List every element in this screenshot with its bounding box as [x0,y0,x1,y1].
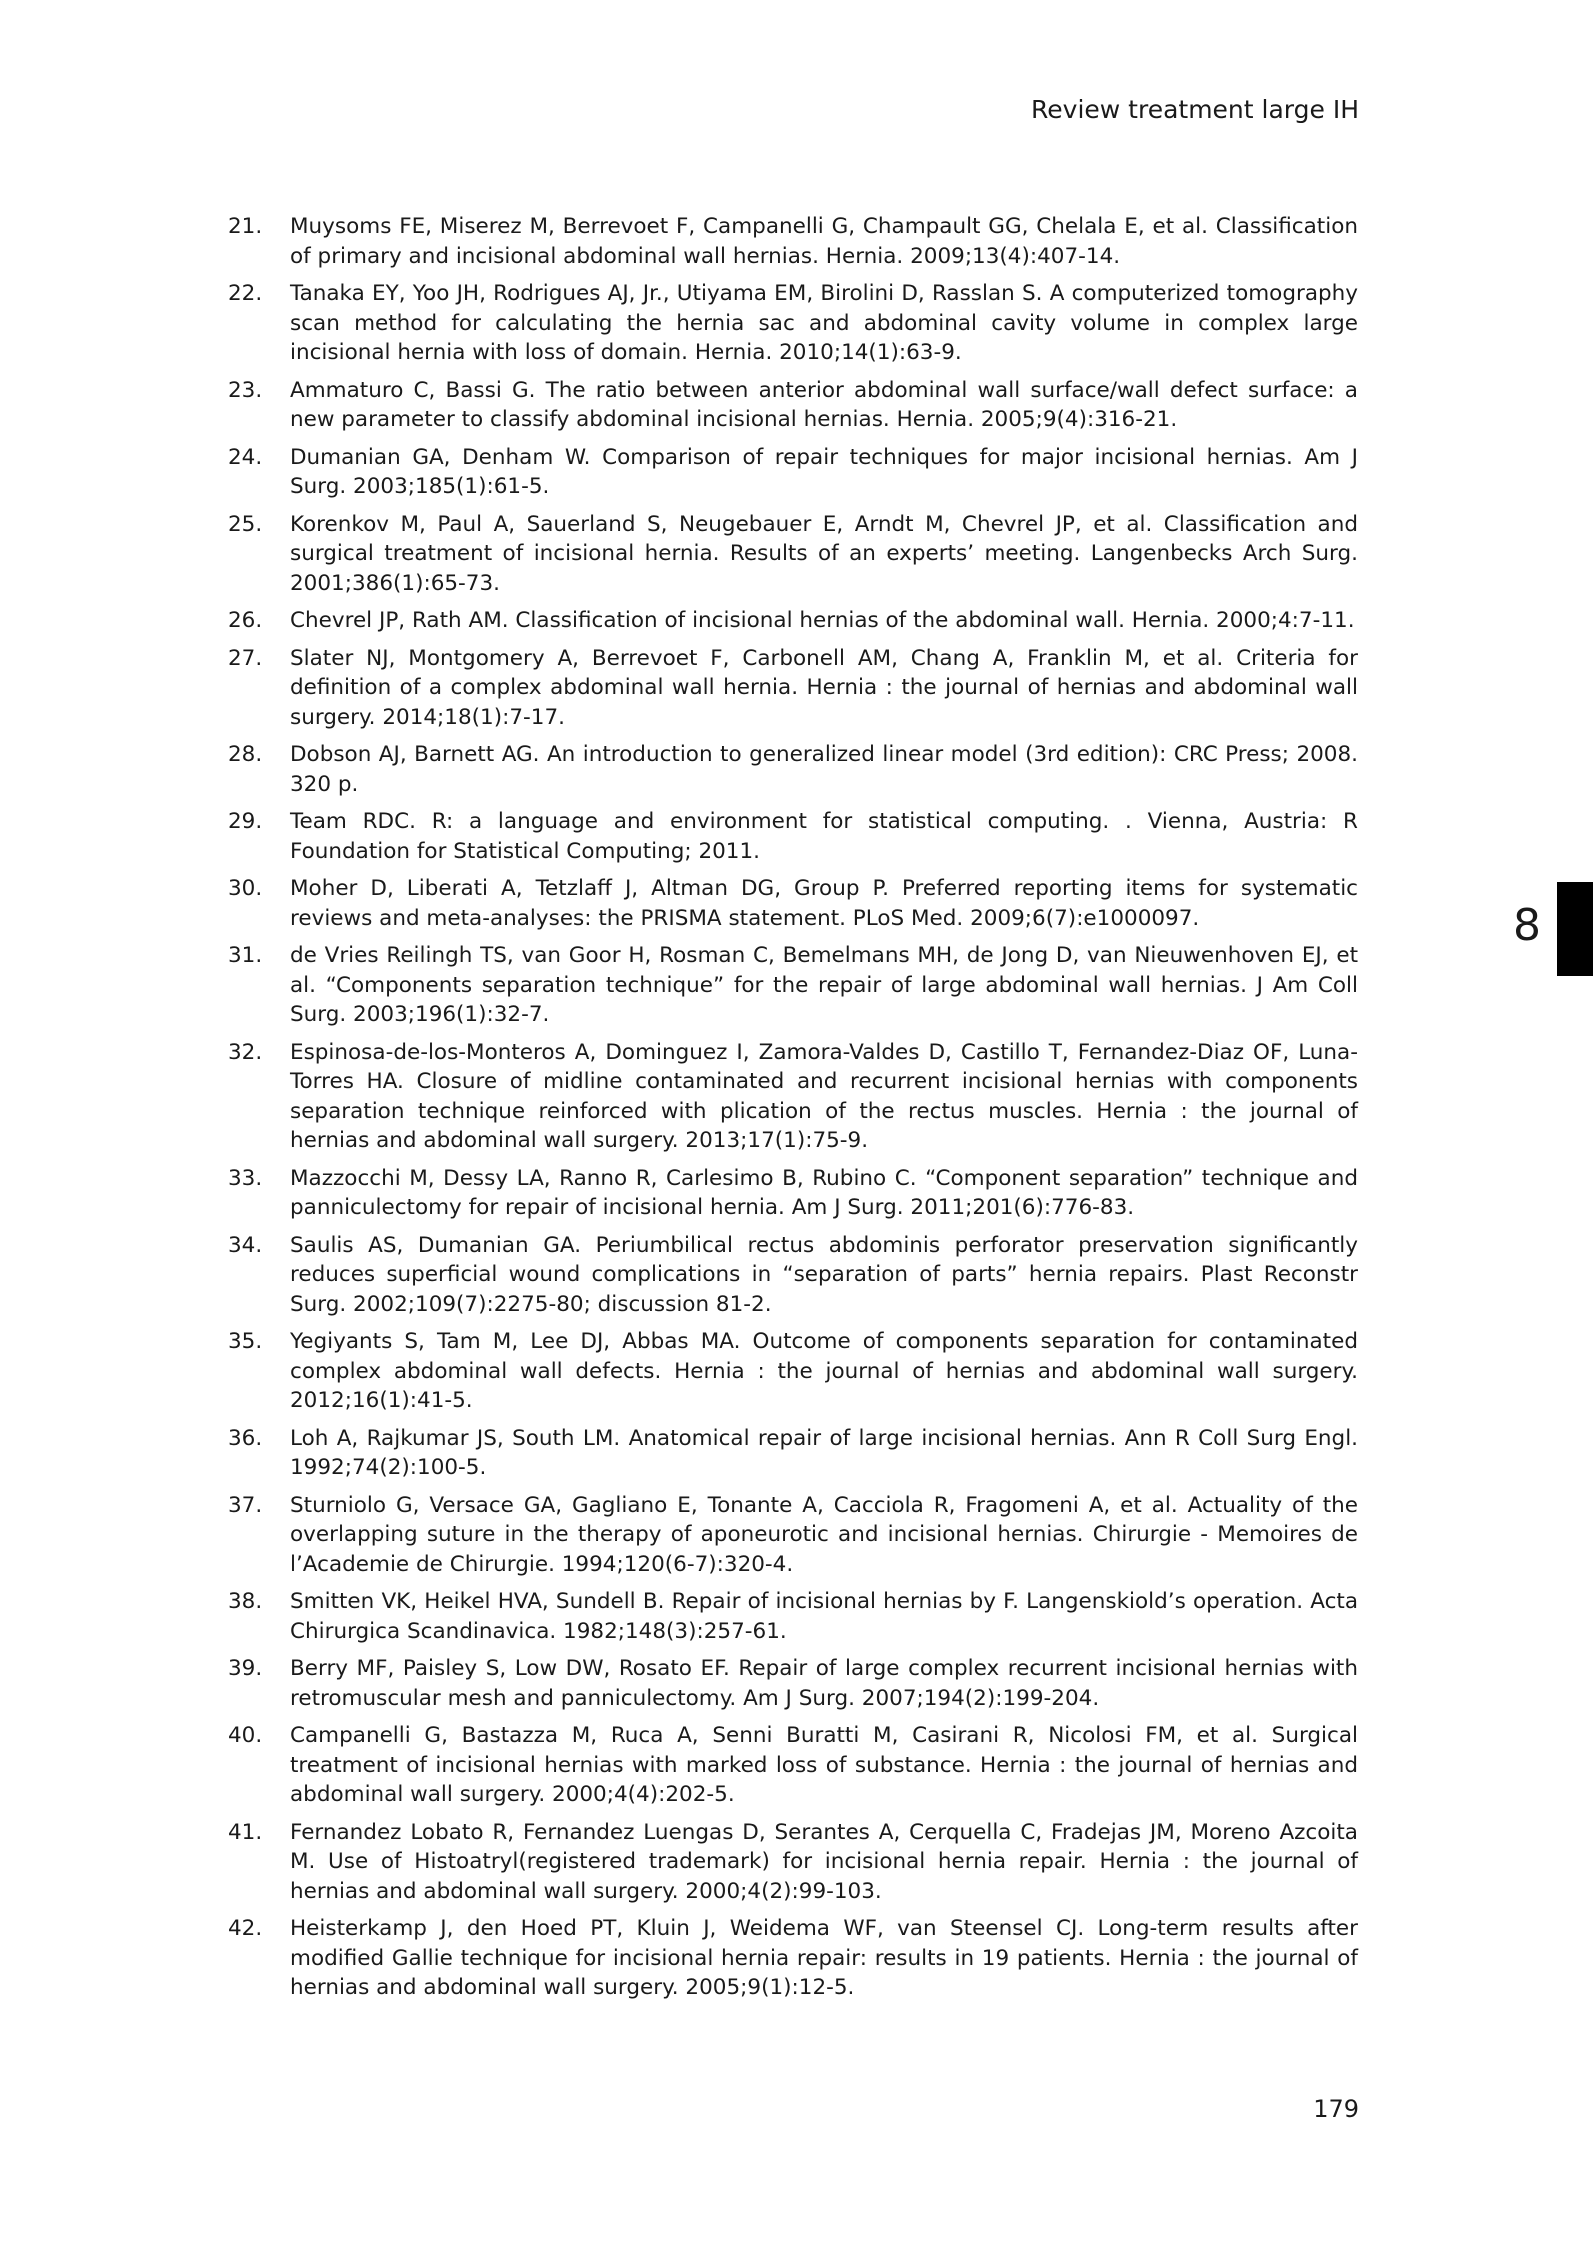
reference-item [228,1914,1358,2003]
reference-item [228,510,1358,599]
reference-number: 36. [228,1425,263,1451]
reference-item [228,1164,1358,1223]
reference-number: 30. [228,876,263,901]
reference-list [228,212,1358,2011]
reference-item [228,874,1358,933]
reference-item [228,941,1358,1030]
reference-number: 40. [228,1723,263,1748]
reference-number: 32. [228,1039,263,1065]
reference-item [228,376,1358,435]
reference-number: 33. [228,1165,263,1191]
reference-text: Tanaka EY, Yoo JH, Rodrigues AJ, Jr., Utiyama EM, Birolini D, Rasslan S. A computerized tomography scan method for calculating the hernia sac and abdominal cavity volume in complex large incisional hernia with loss of domain. Hernia. 2010;14(1):63-9. [290,281,1358,365]
reference-number: 23. [228,377,263,403]
reference-text: Loh A, Rajkumar JS, South LM. Anatomical repair of large incisional hernias. Ann R Coll Surg Engl. 1992;74(2):100-5. [290,1425,1358,1480]
reference-item [228,212,1358,271]
reference-number: 35. [228,1329,263,1354]
reference-text: Dobson AJ, Barnett AG. An introduction to generalized linear model (3rd edition): CRC Press; 2008. 320 p. [290,742,1358,797]
reference-number: 41. [228,1819,263,1845]
reference-text: Espinosa-de-los-Monteros A, Dominguez I, Zamora-Valdes D, Castillo T, Fernandez-Diaz OF, Luna-Torres HA. Closure of midline contaminated and recurrent incisional hernias with components separation technique reinforced with plication of the rectus muscles. Hernia : the journal of hernias and abdominal wall surgery. 2013;17(1):75-9. [290,1039,1358,1153]
reference-number: 42. [228,1916,263,1941]
reference-item [228,1231,1358,1320]
reference-text: de Vries Reilingh TS, van Goor H, Rosman C, Bemelmans MH, de Jong D, van Nieuwenhoven EJ, et al. “Components separation technique” for the repair of large abdominal wall hernias. J Am Coll Surg. 2003;196(1):32-7. [290,943,1358,1027]
reference-text: Heisterkamp J, den Hoed PT, Kluin J, Weidema WF, van Steensel CJ. Long-term results after modified Gallie technique for incisional hernia repair: results in 19 patients. Hernia : the journal of hernias and abdominal wall surgery. 2005;9(1):12-5. [290,1916,1358,2000]
reference-number: 28. [228,742,263,767]
reference-item [228,740,1358,799]
reference-text: Yegiyants S, Tam M, Lee DJ, Abbas MA. Outcome of components separation for contaminated complex abdominal wall defects. Hernia : the journal of hernias and abdominal wall surgery. 2012;16(1):41-5. [290,1329,1358,1413]
reference-item [228,1038,1358,1156]
reference-item [228,1818,1358,1907]
reference-number: 38. [228,1589,263,1614]
reference-text: Fernandez Lobato R, Fernandez Luengas D, Serantes A, Cerquella C, Fradejas JM, Moreno Azcoita M. Use of Histoatryl(registered trademark) for incisional hernia repair. Hernia : the journal of hernias and abdominal wall surgery. 2000;4(2):99-103. [290,1819,1358,1904]
reference-text: Team RDC. R: a language and environment for statistical computing. . Vienna, Austria: R Foundation for Statistical Computing; 2011. [290,809,1358,864]
reference-number: 29. [228,809,263,834]
reference-number: 34. [228,1232,263,1258]
reference-item [228,807,1358,866]
reference-item [228,1327,1358,1416]
reference-text: Mazzocchi M, Dessy LA, Ranno R, Carlesimo B, Rubino C. “Component separation” technique and panniculectomy for repair of incisional hernia. Am J Surg. 2011;201(6):776-83. [290,1165,1358,1220]
reference-number: 39. [228,1656,263,1681]
reference-item [228,1424,1358,1483]
reference-text: Slater NJ, Montgomery A, Berrevoet F, Carbonell AM, Chang A, Franklin M, et al. Criteria for definition of a complex abdominal wall hernia. Hernia : the journal of hernias and abdominal wall surgery. 2014;18(1):7-17. [290,645,1358,730]
reference-item [228,606,1358,636]
reference-text: Saulis AS, Dumanian GA. Periumbilical rectus abdominis perforator preservation significantly reduces superficial wound complications in “separation of parts” hernia repairs. Plast Reconstr Surg. 2002;109(7):2275-80; discussion 81-2. [290,1232,1358,1317]
reference-item [228,1721,1358,1810]
reference-number: 26. [228,608,263,633]
reference-number: 25. [228,511,263,537]
reference-number: 24. [228,444,263,470]
reference-item [228,1491,1358,1580]
reference-text: Sturniolo G, Versace GA, Gagliano E, Tonante A, Cacciola R, Fragomeni A, et al. Actuality of the overlapping suture in the therapy of aponeurotic and incisional hernias. Chirurgie - Memoires de l’Academie de Chirurgie. 1994;120(6-7):320-4. [290,1492,1358,1577]
reference-text: Muysoms FE, Miserez M, Berrevoet F, Campanelli G, Champault GG, Chelala E, et al. Classification of primary and incisional abdominal wall hernias. Hernia. 2009;13(4):407-14. [290,214,1358,269]
reference-text: Moher D, Liberati A, Tetzlaff J, Altman DG, Group P. Preferred reporting items for systematic reviews and meta-analyses: the PRISMA statement. PLoS Med. 2009;6(7):e1000097. [290,876,1358,931]
reference-item [228,279,1358,368]
reference-number: 31. [228,943,263,968]
reference-number: 37. [228,1492,263,1518]
reference-number: 22. [228,281,263,306]
reference-item [228,1654,1358,1713]
reference-item [228,443,1358,502]
chapter-number: 8 [1513,900,1541,951]
reference-text: Campanelli G, Bastazza M, Ruca A, Senni Buratti M, Casirani R, Nicolosi FM, et al. Surgical treatment of incisional hernias with marked loss of substance. Hernia : the journal of hernias and abdominal wall surgery. 2000;4(4):202-5. [290,1723,1358,1807]
running-header: Review treatment large IH [1031,95,1359,124]
reference-text: Smitten VK, Heikel HVA, Sundell B. Repair of incisional hernias by F. Langenskiold’s operation. Acta Chirurgica Scandinavica. 1982;148(3):257-61. [290,1589,1358,1644]
reference-text: Ammaturo C, Bassi G. The ratio between anterior abdominal wall surface/wall defect surface: a new parameter to classify abdominal incisional hernias. Hernia. 2005;9(4):316-21. [290,377,1358,432]
reference-text: Korenkov M, Paul A, Sauerland S, Neugebauer E, Arndt M, Chevrel JP, et al. Classification and surgical treatment of incisional hernia. Results of an experts’ meeting. Langenbecks Arch Surg. 2001;386(1):65-73. [290,511,1358,596]
reference-text: Dumanian GA, Denham W. Comparison of repair techniques for major incisional hernias. Am J Surg. 2003;185(1):61-5. [290,444,1358,499]
chapter-tab-marker [1557,882,1593,976]
page-number: 179 [1313,2095,1359,2123]
reference-text: Berry MF, Paisley S, Low DW, Rosato EF. Repair of large complex recurrent incisional hernias with retromuscular mesh and panniculectomy. Am J Surg. 2007;194(2):199-204. [290,1656,1358,1711]
reference-number: 21. [228,214,263,239]
reference-number: 27. [228,645,263,671]
reference-text: Chevrel JP, Rath AM. Classification of incisional hernias of the abdominal wall. Hernia. 2000;4:7-11. [290,608,1355,633]
reference-item [228,1587,1358,1646]
reference-item [228,644,1358,733]
